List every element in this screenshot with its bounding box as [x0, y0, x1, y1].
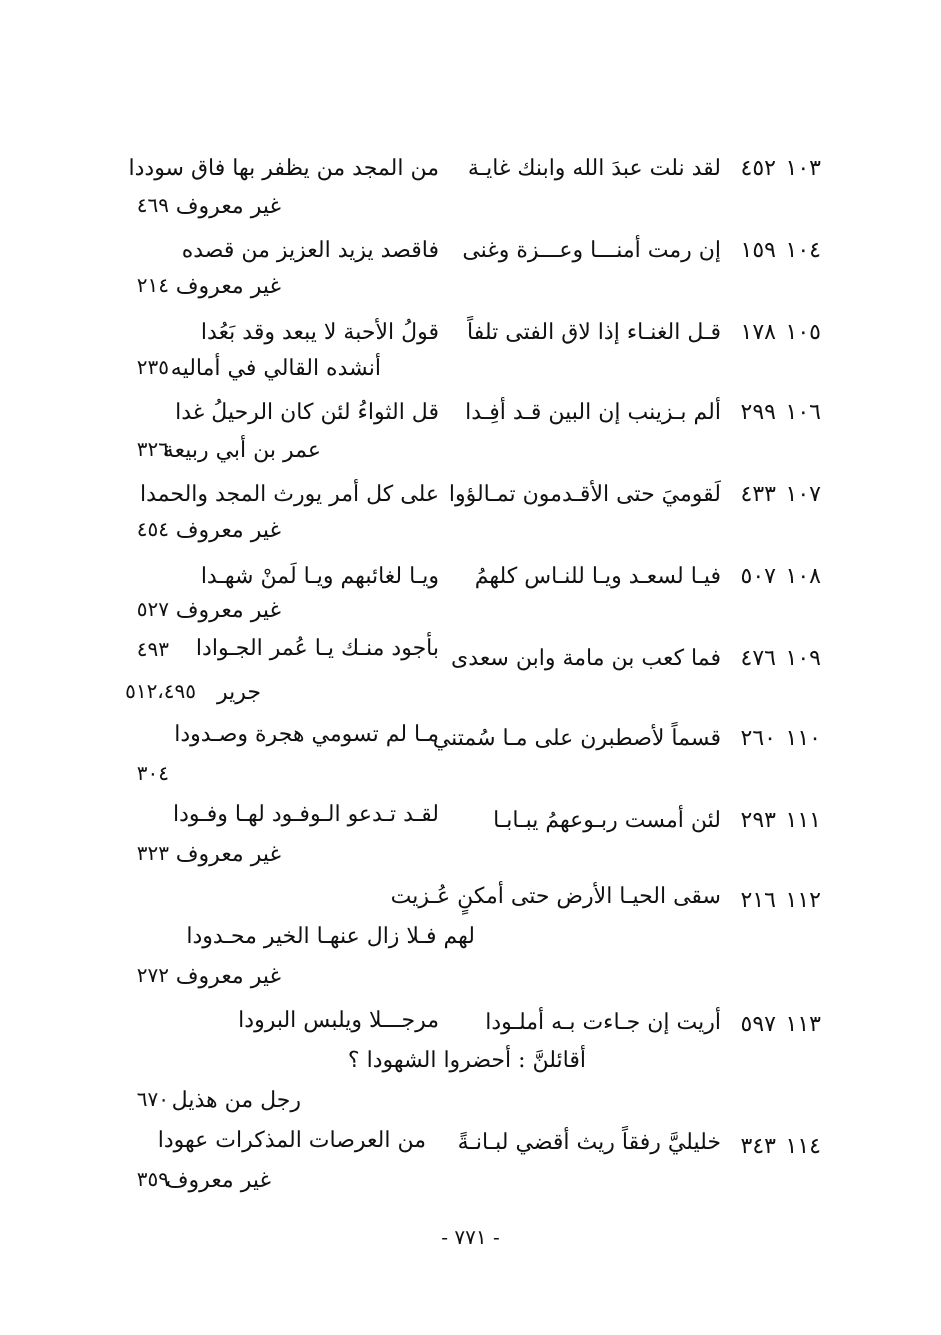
attribution: جرير — [217, 680, 261, 705]
attribution-page: ٣٥٩ — [136, 1167, 169, 1191]
attribution-page: ٤٦٩ — [136, 193, 169, 217]
entry-id: ١٠٣ — [785, 156, 821, 181]
verse-second-hemistich: قل الثواءُ لئن كان الرحيلُ غدا — [175, 400, 439, 425]
page-number: - ٧٧١ - — [441, 1225, 500, 1249]
attribution-page: ٣٢٦ — [136, 437, 169, 461]
entry-page: ٢٩٩ — [740, 400, 776, 425]
verse-second-hemistich: لقـد تـدعو الـوفـود لهـا وفـودا — [172, 802, 439, 827]
entry-page: ٢١٦ — [740, 888, 776, 913]
attribution: غير معروف — [175, 842, 281, 867]
attribution-page: ٢١٤ — [136, 273, 169, 297]
attribution: غير معروف — [175, 518, 281, 543]
verse-first-hemistich: خليليَّ رفقاً ريث أقضي لبـانـةً — [457, 1130, 721, 1155]
verse-second-hemistich: بأجود منـك يـا عُمر الجـوادا — [195, 636, 439, 661]
verse-second-hemistich: مـا لم تسومي هجرة وصـدودا — [174, 722, 439, 747]
verse-second-hemistich: قولُ الأحبة لا يبعد وقد بَعُدا — [200, 320, 439, 345]
verse-third-hemistich: أقائلنَّ : أحضروا الشهودا ؟ — [347, 1048, 586, 1073]
attribution: عمر بن أبي ربيعة — [162, 438, 321, 463]
attribution-page: ٣٢٣ — [136, 841, 169, 865]
entry-page: ٢٩٣ — [740, 808, 776, 833]
verse-first-hemistich: ألم بـزينب إن البين قـد أفِـدا — [465, 400, 721, 425]
entry-id: ١١٢ — [785, 888, 821, 913]
verse-second-hemistich: لهم فـلا زال عنهـا الخير محـدودا — [186, 924, 475, 949]
verse-second-hemistich: فاقصد يزيد العزيز من قصده — [181, 238, 439, 263]
verse-first-hemistich: إن رمت أمنـــا وعـــزة وغنى — [462, 238, 721, 263]
verse-first-hemistich: قسماً لأصطبرن على مـا سُمتني — [432, 726, 721, 751]
entry-page: ٥٠٧ — [740, 564, 776, 589]
entry-id: ١٠٥ — [785, 320, 821, 345]
attribution-page: ٥١٢،٤٩٥ — [125, 679, 196, 703]
verse-second-hemistich: ويـا لغائبهم ويـا لَمنْ شهـدا — [200, 564, 439, 589]
verse-first-hemistich: سقى الحيـا الأرض حتى أمكنٍ عُـزيت — [390, 884, 721, 909]
attribution: غير معروف — [175, 194, 281, 219]
verse-page: ٤٩٣ — [136, 637, 169, 661]
attribution-page: ٥٢٧ — [136, 597, 169, 621]
entry-id: ١٠٨ — [785, 564, 821, 589]
entry-page: ٤٥٢ — [740, 156, 776, 181]
verse-first-hemistich: قـل الغنـاء إذا لاق الفتى تلفاً — [467, 320, 721, 345]
attribution: غير معروف — [175, 274, 281, 299]
attribution: غير معروف — [175, 964, 281, 989]
entry-id: ١٠٩ — [785, 646, 821, 671]
verse-first-hemistich: فيـا لسعـد ويـا للنـاس كلهمُ — [474, 564, 721, 589]
verse-second-hemistich: على كل أمر يورث المجد والحمدا — [139, 482, 439, 507]
verse-first-hemistich: لئن أمست ربـوعهمُ يبـابـا — [493, 808, 721, 833]
attribution-page: ٣٠٤ — [136, 761, 169, 785]
attribution-page: ٦٧٠ — [136, 1087, 169, 1111]
attribution: غير معروف — [165, 1168, 271, 1193]
verse-second-hemistich: مرجـــلا ويلبس البرودا — [238, 1008, 439, 1033]
entry-page: ٣٤٣ — [740, 1134, 776, 1159]
attribution-page: ٢٣٥ — [136, 355, 169, 379]
entry-page: ٢٦٠ — [740, 726, 776, 751]
verse-first-hemistich: فما كعب بن مامة وابن سعدى — [451, 646, 721, 671]
entry-page: ٥٩٧ — [740, 1012, 776, 1037]
entry-page: ١٥٩ — [740, 238, 776, 263]
entry-id: ١١٠ — [785, 726, 821, 751]
entry-id: ١١٤ — [785, 1134, 821, 1159]
entry-id: ١٠٧ — [785, 482, 821, 507]
attribution-page: ٤٥٤ — [136, 517, 169, 541]
entry-id: ١٠٤ — [785, 238, 821, 263]
attribution: غير معروف — [175, 598, 281, 623]
verse-first-hemistich: أريت إن جـاءت بـه أملـودا — [485, 1010, 721, 1035]
verse-second-hemistich: من المجد من يظفر بها فاق سوددا — [128, 156, 439, 181]
verse-second-hemistich: من العرصات المذكرات عهودا — [157, 1128, 426, 1153]
verse-first-hemistich: لقد نلت عبدَ الله وابنك غايـة — [467, 156, 721, 181]
attribution: رجل من هذيل — [171, 1088, 301, 1113]
entry-page: ١٧٨ — [740, 320, 776, 345]
entry-page: ٤٧٦ — [740, 646, 776, 671]
entry-id: ١١١ — [785, 808, 821, 833]
entry-id: ١٠٦ — [785, 400, 821, 425]
attribution: أنشده القالي في أماليه — [170, 356, 381, 381]
attribution-page: ٢٧٢ — [136, 963, 169, 987]
entry-page: ٤٣٣ — [740, 482, 776, 507]
verse-first-hemistich: لَقوميَ حتى الأقـدمون تمـالؤوا — [448, 482, 721, 507]
entry-id: ١١٣ — [785, 1012, 821, 1037]
